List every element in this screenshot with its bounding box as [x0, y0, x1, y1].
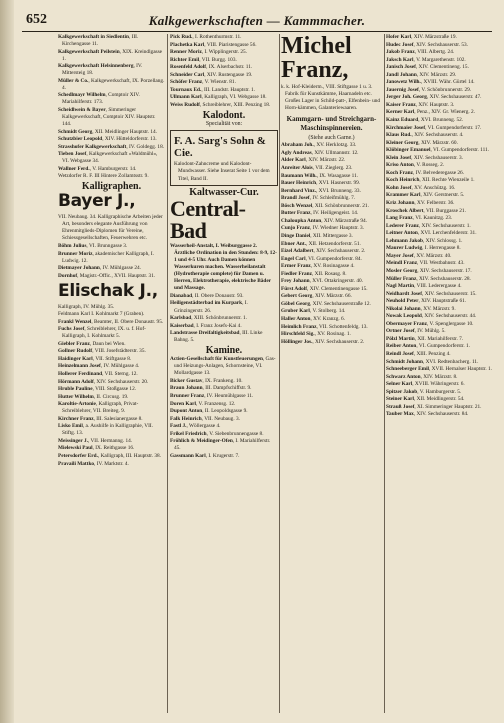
directory-entry: Schedlmayr Wilhelm, Comptoir XIV. Mariahilferstr. 173. [58, 92, 140, 106]
directory-entry: Baumann Wilh., IX. Wasagasse 11. [281, 172, 359, 179]
directory-entry: Fröhlich & Meidinger-Ofen, I. Mariahilferstr. 45. [170, 438, 271, 452]
directory-entry: Pick Rud., I. Rothenthurmstr. 11. [170, 34, 242, 40]
column-divider [279, 34, 280, 713]
directory-entry: Heinzelmann Josef, IV. Mühlgasse 4. [58, 363, 140, 370]
directory-entry: Obermayer Franz, V. Spenglergasse 10. [386, 320, 474, 327]
directory-entry: Kerner Karl, Penz., XIV. Gr. Wienerg. 2. [386, 109, 475, 116]
directory-entry: Kalkgewerkschaft Helsinnenberg, IV. Mittersteig 18. [58, 63, 143, 77]
directory-entry: Göbel Georg, XIV. Sechshauserstraße 12. [281, 300, 371, 307]
directory-entry: Ortner Josef, IV. Mühlg. 5. [386, 328, 446, 335]
directory-entry: Hutter Wilhelm, II. Circusg. 19. [58, 393, 129, 400]
directory-entry: Klaus Rud., XIV. Sechshauserstr. 4. [386, 132, 464, 139]
directory-entry: Giebler Franz, Daun bei Wien. [58, 340, 126, 347]
directory-entry: Schwarz Anton, XIV. Märzstr. 8. [386, 373, 458, 380]
directory-entry: Bernhard Vinz., XVI. Brunneng. 33. [281, 187, 361, 194]
advert-name-michel: Michel Franz, [281, 34, 352, 83]
directory-entry: Fürst Adolf, XIV. Clementinengasse 15. [281, 285, 368, 292]
directory-entry: Gollner Rudolf, VIII. Josefstädterstr. 35. [58, 348, 146, 355]
advert-text-elischak: Kalligraph, IV. Mühlg. 35. [58, 303, 115, 310]
directory-entry: Braun Johann, III. Dampfschiffstr. 9. [170, 385, 252, 392]
directory-entry: Jaksch Karl, V. Margarethenstr. 102. [386, 56, 466, 63]
advert-logo-sarg: F. A. Sarg's Sohn & Cie. [174, 135, 266, 160]
directory-entry: Höllinger Jos., XIV. Sechshauserstr. 2. [281, 338, 365, 345]
directory-entry: Wallner Ferd., V. Hamburgerstr. 14. [58, 165, 137, 172]
directory-entry: Jauernig Josef, V. Schönbrunnerstr. 29. [386, 86, 472, 93]
directory-entry: Janowetz Wilh., XVIII. Währ. Gürtel 14. [386, 79, 475, 86]
column-2 [170, 34, 278, 715]
page-binding-shadow [0, 0, 14, 723]
directory-entry: Alder Karl, XIV. Märzstr. 22. [281, 157, 346, 164]
directory-entry: Koch Heinrich, XII. Rechte Wienzeile 1. [386, 177, 475, 184]
directory-entry: Plachetka Karl, VIII. Piaristengasse 56. [170, 41, 257, 48]
directory-entry: Schneider Carl, XIV. Rustengasse 19. [170, 71, 253, 78]
directory-entry: Brunner Franz, IV. Heumühlgasse 11. [170, 393, 254, 400]
directory-entry: Neuhold Peter, XIV. Hauptstraße 61. [386, 298, 467, 305]
column-divider [384, 34, 385, 713]
directory-entry: Koch Franz, IV. Belvederegasse 26. [386, 169, 465, 176]
advert-text-michel: k. k. Hof-Kleiderm., VIII. Stiftgasse 1 u. 3. Fabrik für Kunstkämme, Haarnadeln etc. Großes Lager in Schild-patt-, Elfenbein- und Horn-kämmen, Galanteriewaaren. [281, 84, 381, 112]
directory-entry: Frey Johann, XVI. Ottakringerstr. 40. [281, 278, 364, 285]
directory-entry: Mosler Georg, XIV. Sechshauserstr. 17. [386, 267, 472, 274]
directory-entry: Nowak Leopold, XIV. Sechshauserstr. 44. [386, 313, 477, 320]
directory-entry: Haller Anton, XV. Kranzg. 6. [281, 315, 345, 322]
directory-entry: Mayer Josef, XV. Märzstr. 40. [386, 252, 452, 259]
directory-entry: Kainz Eduard, XVI. Brunneng. 52. [386, 117, 464, 124]
column-1 [58, 34, 165, 715]
directory-entry: Heiligenstädterbad im Kurpark, I. Grinzingerstr. 26. [170, 300, 248, 314]
directory-entry: Feldmann Karl I. Kohlmarkt 7 (Graben). [58, 311, 145, 318]
directory-entry: Hörmann Adolf, XIV. Sechshauserstr. 20. [58, 378, 149, 385]
directory-entry: Bauer Heinrich, XVI. Hasnerstr. 99. [281, 180, 361, 187]
directory-entry: Kalkgewerkschaft Peilstein, XIX. Kreindlgasse 1. [58, 48, 163, 62]
directory-entry: Hruble Pauline, VIII. Stoßgasse 12. [58, 386, 137, 393]
directory-entry: Hudec Josef, XIV. Sechshauserstr. 53. [386, 41, 468, 48]
directory-entry: Kalkgewerkschaft in Siedlentin, III. Kirchengasse 11. [58, 34, 139, 48]
directory-entry: Fiedler Franz, XII. Rosasg. 8. [281, 270, 347, 277]
directory-entry: Reiber Anton, VI. Gumpendorferstr. 1. [386, 343, 470, 350]
column-4 [386, 34, 494, 715]
section-heading-kammgarn: Kammgarn- und Streichgarn-Maschinspinnereien. [286, 115, 377, 133]
page-number: 652 [26, 12, 47, 27]
directory-entry: Müller & Co., Kalkgewerkschaft, IX. Porzellang. 4. [58, 77, 165, 91]
column-3 [281, 34, 382, 715]
directory-entry: Hirschfeld Sig., XV. Rosinag. 1. [281, 331, 351, 338]
entry-list [58, 311, 165, 467]
directory-entry: Kirchner Franz, III. Salesianergasse 8. [58, 415, 143, 422]
section-subheading: Specialität von: [205, 121, 243, 128]
directory-entry: Gassmann Karl, I. Krugerstr. 7. [170, 452, 240, 459]
directory-entry: Scheidlwein & Bayer, Simmeringer Kalkgewerkschaft, Comptoir XIV. Hauptstr. 144. [58, 106, 156, 128]
directory-entry: Kaiser Franz, XIV. Hauptstr. 3. [386, 101, 455, 108]
section-heading-kamine: Kamine. [205, 345, 243, 357]
directory-entry: Renner Moriz, I. Wipplingerstr. 25. [170, 49, 247, 56]
directory-entry: Leitner Anton, XVI. Lerchenfelderstr. 31. [386, 230, 477, 237]
directory-entry: Wetzdorfer R. F. III Hintere Zollamtsstr. 9. [58, 173, 149, 180]
directory-entry: Gebert Georg, XIV. Märzstr. 66. [281, 293, 352, 300]
directory-entry: Nagl Martin, VIII. Lederergasse 4. [386, 283, 462, 290]
directory-entry: Lehmann Jakob, XIV. Schlossg. 1. [386, 237, 463, 244]
advert-text-central-bad: Wasserheil-Anstalt, I. Weiburggasse 2. Ärztliche Ordination in den Stunden: 8-9, 12-1 und 4-5 Uhr. Auch Damen können Wasserkuren machen. Wasserheilanstalt (Hydrotherapie complete) für Damen u. Herren, Elektrotherapie, elektrische Bäder und Massage. [170, 243, 277, 292]
section-heading-kalodont: Kalodont. [202, 109, 246, 121]
directory-entry: Hollerer Ferdinand, VII. Sterng. 12. [58, 371, 138, 378]
directory-entry: Selner Karl, XVIII. Währingerstr. 6. [386, 381, 465, 388]
directory-entry: Meissinger J., VII. Hermanng. 14. [58, 437, 133, 444]
directory-entry: Dupont Anton, II. Leopoldsgasse 9. [170, 408, 248, 415]
page-title: Kalkgewerkschaften — Kammmacher. [148, 13, 366, 28]
directory-entry: Dornhof, Magistr.-Offic., XVII. Hauptstr. 31. [58, 272, 156, 279]
directory-entry: Frikel Friedrich, V. Siebenbrunnengasse 8. [170, 430, 264, 437]
directory-entry: Kleiner Georg, XIV. Märzstr. 60. [386, 139, 458, 146]
directory-entry: Rosenfeld Adolf, IX. Alserbachstr. 11. [170, 64, 253, 71]
directory-entry: Reindl Josef, XIII. Penzing 4. [386, 350, 451, 357]
directory-entry: Anreiter Alois, VII. Zieglerg. 23. [281, 165, 353, 172]
directory-entry: Janisch Josef, XIV. Clementineng. 15. [386, 64, 469, 71]
column-divider [167, 34, 168, 713]
directory-entry: Haidinger Karl, VII. Stiftgasse 8. [58, 355, 132, 362]
directory-entry: Cunjo Franz, IV. Wiedner Hauptstr. 3. [281, 225, 365, 232]
directory-entry: Kroschek Albert, VII. Burggasse 21. [386, 207, 466, 214]
directory-entry: Jerger Joh. Georg, XIV. Sechshauserstr. 47. [386, 94, 482, 101]
directory-entry: Lang Franz, VI. Kaunitzg. 23. [386, 215, 453, 222]
directory-entry: Strauß Josef, XI. Simmeringer Hauptstr. 21. [386, 403, 482, 410]
directory-entry: Ermer Franz, XV. Rosinagasse 4. [281, 263, 355, 270]
directory-entry: Kriz Johann, XV. Felberstr. 36. [386, 200, 455, 207]
directory-entry: Fuchs Josef, Schreiblehrer, IX. u. f. Hof-Kalligraph, I. Kohlmarkt 5. [58, 326, 146, 340]
directory-entry: Bösch Wenzel, XII. Schönbrunnerstr. 21. [281, 202, 369, 209]
directory-entry: Petersdorfer Erd., Kalligraph, III. Hauptstr. 38. [58, 453, 162, 460]
directory-entry: Weiss Rudolf, Schreiblehrer, XIII. Penzing 18. [170, 101, 271, 108]
directory-entry: Jandl Johann, XIV. Märzstr. 29. [386, 71, 457, 78]
directory-entry: Krammer Karl, XIV. Gerstnerstr. 5. [386, 192, 465, 199]
advert-name-elischak: Elischak J., [58, 280, 158, 301]
section-heading-kalligraphen: Kalligraphen. [81, 181, 142, 193]
directory-entry: Mielewski Paul, IX. Reithgasse 16. [58, 445, 135, 452]
advert-name-bayer: Bayer J., [58, 191, 136, 212]
directory-entry: Karoltie-Artonie, Kalligraph, Privat-Schreiblehrer, VII. Breiteg. 9. [58, 401, 139, 415]
entry-list [281, 142, 382, 345]
entry-list [170, 34, 278, 109]
directory-entry: Pravaili Mattko, IV. Marktstr. 4. [58, 460, 129, 467]
directory-entry: Agly Andreas, XIV. Ullmannstr. 12. [281, 149, 359, 156]
directory-entry: Lisko Emil, a. Aushilfe in Kalligraphie, VII. Stiftg. 13. [58, 423, 153, 437]
directory-entry: Ullmann Karl, Kalligraph, VI. Webgasse 18. [170, 94, 267, 101]
directory-entry: Pölzl Martin, XII. Mariahilferstr. 7. [386, 335, 464, 342]
directory-entry: Kohn Josef, XV. Anschützg. 16. [386, 184, 456, 191]
directory-entry: Kirchmaier Josef, VI. Gumpendorferstr. 17. [386, 124, 482, 131]
section-heading-kaltwasser: Kaltwasser-Cur. [189, 187, 259, 199]
directory-entry: Brandl Josef, IV. Schleifmühlg. 7. [281, 195, 356, 202]
directory-entry: Lederer Franz, XIV. Sechshauserstr. 1. [386, 222, 471, 229]
directory-entry: Klöbinger Emanuel, VI. Gumpendorferstr. 111. [386, 147, 490, 154]
directory-entry: Nikolai Johann, XV. Märzstr. 9. [386, 305, 456, 312]
directory-entry: Richter Emil, VII. Burgg. 103. [170, 56, 237, 63]
directory-entry: Kaiserbad, I. Franz Josefs-Kai 4. [170, 322, 242, 329]
directory-entry: Jakob Franz, VIII. Albertg. 24. [386, 49, 455, 56]
directory-entry: Actien-Gesellschaft für Kunstfeuerungen, Gas- und Heizungs-Anlagen, Schornsteine, VI. Mollardgasse 13. [170, 356, 276, 377]
advert-name-central-bad: Central-Bad [170, 196, 246, 244]
directory-entry: Müller Franz, XIV. Sechshauserstr. 28. [386, 275, 471, 282]
directory-entry: Steiner Karl, XII. Meidlingerstr. 54. [386, 396, 465, 403]
directory-entry: Strasshofer Kalkgewerkschaft, IV. Goldegg. 18. [58, 143, 165, 150]
directory-entry: Hofer Karl, XIV. Märzstraße 19. [386, 34, 457, 40]
directory-entry: Bicker Gustav, IX. Frankeng. 10. [170, 377, 243, 384]
directory-entry: Tauber Max, XIV. Sechshauserstr. 84. [386, 411, 469, 418]
directory-entry: Kriso Anton, V. Rosseg. 2. [386, 162, 445, 169]
advert-sarg [170, 130, 278, 186]
page-header [20, 10, 494, 32]
entry-list [386, 34, 494, 418]
directory-entry: Butter Franz, IV. Heiligengeist. 14. [281, 210, 359, 217]
directory-entry: Gruber Karl, V. Stolberg. 14. [281, 308, 346, 315]
header-rule [22, 31, 492, 32]
section-subheading: (Siehe auch Garne.) [308, 135, 355, 142]
directory-entry: Schmidt Johann, XVI. Redtenbacherg. 11. [386, 358, 479, 365]
directory-entry: Schutzbier Leopold, XIV. Hütteldorferstr. 13. [58, 136, 157, 143]
directory-entry: Heimlich Franz, VII. Schottenfeldg. 13. [281, 323, 368, 330]
entry-list [170, 293, 278, 344]
directory-entry: Dietmayer Johann, IV. Mühlgasse 24. [58, 265, 141, 272]
directory-entry: Neidhardt Josef, XIV. Sechshauserstr. 15. [386, 290, 477, 297]
directory-entry: Landstrasse Dreifaltigkeitsbad, III. Linke Bahng. 5. [170, 330, 263, 344]
directory-entry: Dinge Daniel, XII. Mittergasse 3. [281, 232, 353, 239]
directory-entry: Spitzer Jakob, V. Hamburgerstr. 5. [386, 388, 462, 395]
entry-list [58, 34, 165, 180]
entry-list [58, 243, 165, 280]
directory-entry: Eizel Adalbert, XIV. Sechshauserstr. 2. [281, 248, 366, 255]
directory-entry: Dianabad, II. Obere Donaustr. 93. [170, 292, 244, 299]
directory-entry: Doren Karl, V. Franzensg. 12. [170, 400, 236, 407]
directory-entry: Tieben Josef, Kalkgewerkschaft »Waldmühl«, VI. Webgasse 34. [58, 151, 158, 165]
directory-entry: Brunner Moriz, akademischer Kalligraph, I. Ludwig. 12. [58, 250, 154, 264]
advert-text-sarg: Kalodont-Zahncreme und Kalodont-Mundwasser. Siehe Inserat Seite 1 vor dem Titel, Band II. [174, 161, 270, 182]
directory-entry: Böhm Julius, VI. Brunngasse 3. [58, 243, 128, 250]
directory-entry: Falk Heinrich, VII. Neubaug. 3. [170, 415, 240, 422]
directory-entry: Klein Josef, XIV. Sechshauserstr. 3. [386, 154, 464, 161]
directory-entry: Tournaux Ed., III. Landstr. Hauptstr. 1. [170, 86, 256, 93]
directory-entry: Ebner Ant., XII. Hetzendorferstr. 51. [281, 240, 361, 247]
directory-entry: Karlsbad, XIII. Schönbrunnerstr. 1. [170, 315, 247, 322]
directory-entry: Maurer Ludwig, I. Herrengasse 8. [386, 245, 461, 252]
directory-entry: Engel Carl, VI. Gumpendorferstr. 84. [281, 255, 362, 262]
directory-entry: Schneeberger Emil, XVII. Hernalser Hauptstr. 1. [386, 366, 492, 373]
entry-list [170, 356, 278, 460]
directory-entry: Fastl J., Wöllergasse 4. [170, 423, 221, 430]
directory-entry: Schöfer Franz, V. Wienstr. 81. [170, 79, 236, 86]
directory-entry: Meindl Franz, VII. Westbahnstr. 43. [386, 260, 465, 267]
advert-text-bayer: VII. Neubaug. 34. Kalligraphische Arbeiten jeder Art, besonders elegante Ausführung von Ehrenmitglieds-Diplomen für Vereine, Schiessgesellschaften, Feuerwehren etc. [58, 214, 163, 242]
directory-entry: Chaloupka Anton, XIV. Märzstraße 94. [281, 217, 367, 224]
directory-entry: Schmidt Georg, XII. Meidlinger Hauptstr. 14. [58, 128, 158, 135]
directory-entry: Frankl Wenzel, Beamter, II. Obere Donaustr. 95. [58, 318, 164, 325]
directory-entry: Abraham Joh., XV. Herklotzg. 33. [281, 142, 357, 149]
